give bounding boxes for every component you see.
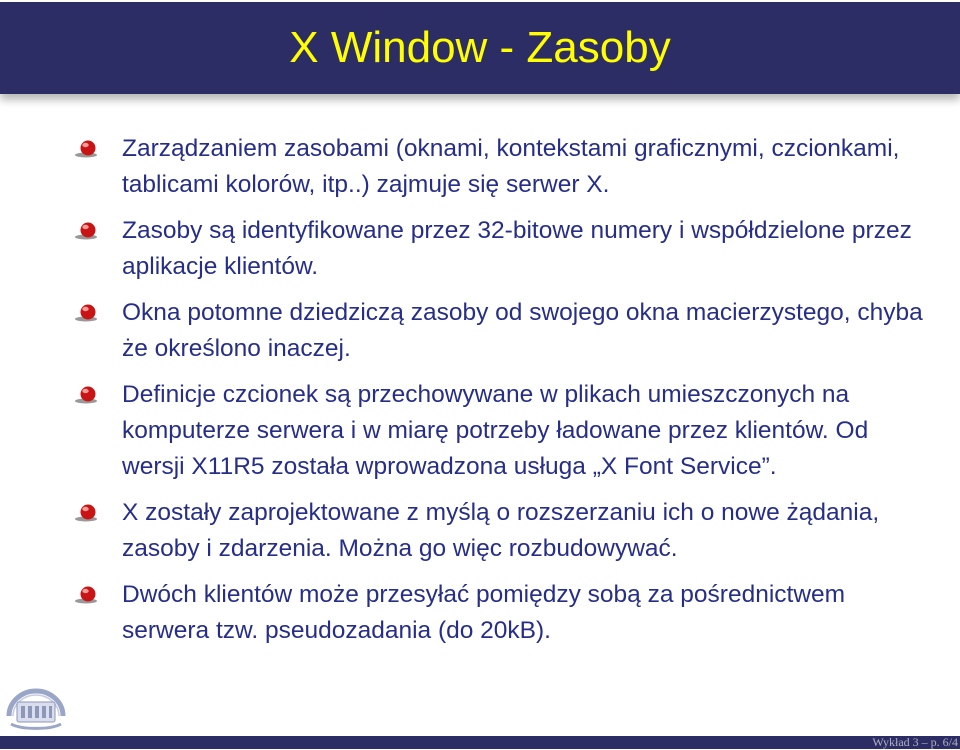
red-ball-bullet-icon — [74, 139, 98, 159]
red-ball-bullet-icon — [74, 585, 98, 605]
slide-title: X Window - Zasoby — [289, 23, 671, 72]
bullet-text: Zarządzaniem zasobami (oknami, kontekstami graficznymi, czcionkami, tablicami kolorów, itp..) zajmuje się serwer X. — [122, 135, 900, 198]
bullet-list — [72, 131, 932, 659]
red-ball-bullet-icon — [74, 385, 98, 405]
red-ball-bullet-icon — [74, 221, 98, 241]
bullet-text: Definicje czcionek są przechowywane w plikach umieszczonych na komputerze serwera i w miarę potrzeby ładowane przez klientów. Od wersji X11R5 została wprowadzona usługa „X Font Service”. — [122, 381, 869, 480]
title-bar — [0, 2, 960, 94]
bullet-text: Zasoby są identyfikowane przez 32-bitowe numery i współdzielone przez aplikacje klientów. — [122, 217, 912, 280]
bullet-item — [72, 577, 932, 649]
bullet-item — [72, 295, 932, 367]
bullet-item — [72, 131, 932, 203]
bullet-item — [72, 213, 932, 285]
page-number: Wykład 3 – p. 6/4 — [872, 735, 958, 749]
red-ball-bullet-icon — [74, 303, 98, 323]
university-logo — [3, 688, 69, 732]
bullet-text: Dwóch klientów może przesyłać pomiędzy sobą za pośrednictwem serwera tzw. pseudozadania (do 20kB). — [122, 581, 846, 644]
footer-bar — [0, 736, 960, 749]
bullet-text: Okna potomne dziedziczą zasoby od swojego okna macierzystego, chyba że określono inaczej. — [122, 299, 923, 362]
bullet-item — [72, 377, 932, 485]
bullet-text: X zostały zaprojektowane z myślą o rozszerzaniu ich o nowe żądania, zasoby i zdarzenia. Można go więc rozbudowywać. — [122, 499, 880, 562]
red-ball-bullet-icon — [74, 503, 98, 523]
bullet-item — [72, 495, 932, 567]
